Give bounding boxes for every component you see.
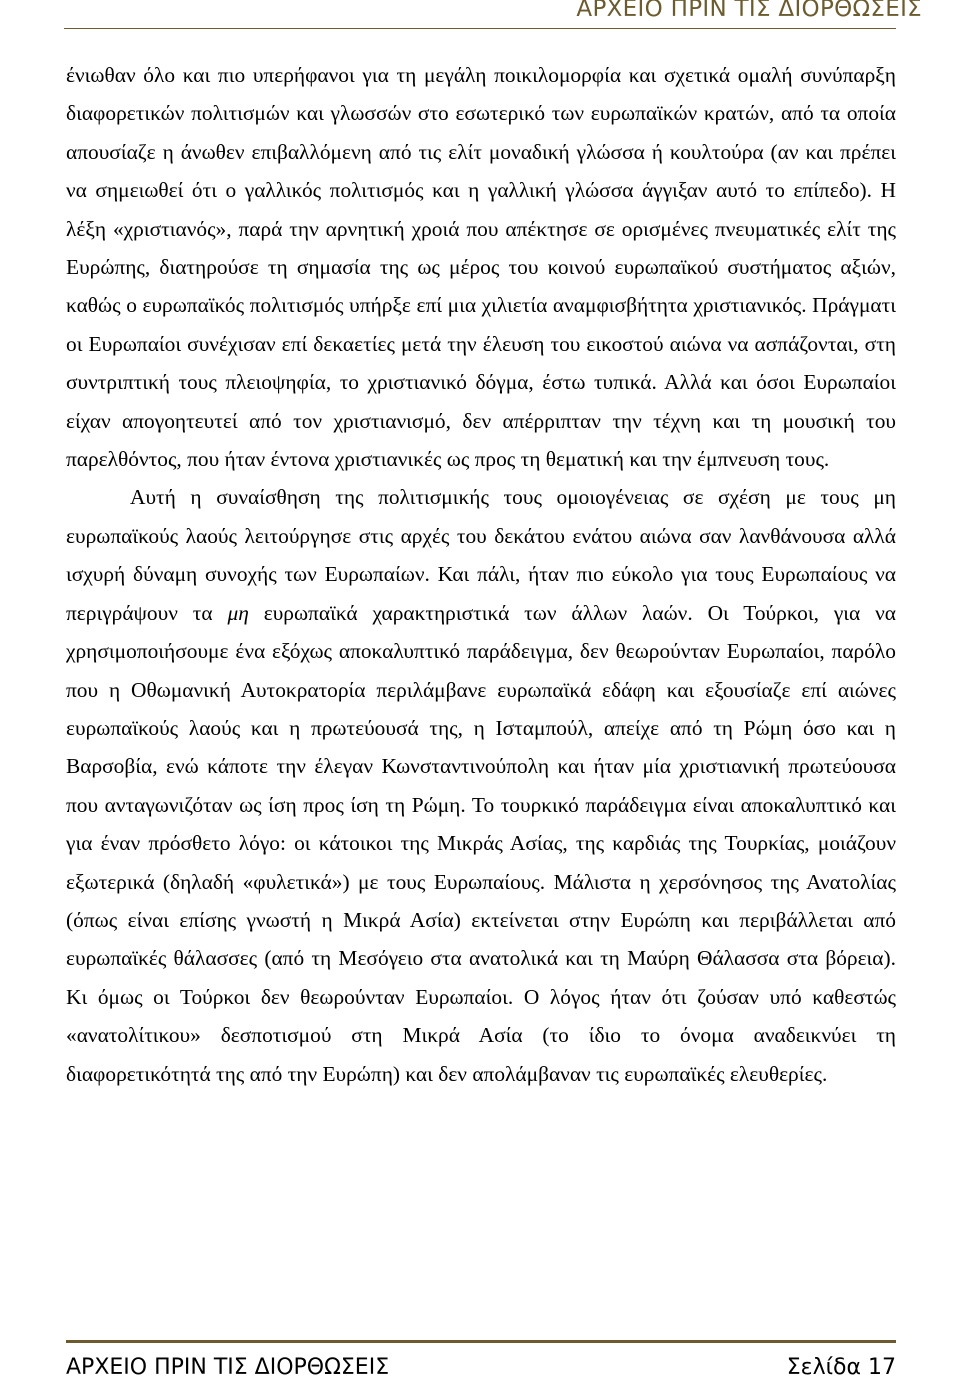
page-footer — [66, 1340, 896, 1379]
paragraph-2 — [66, 478, 896, 1093]
emphasis-text: μη — [227, 600, 249, 625]
footer-title: ΑΡΧΕΙΟ ΠΡΙΝ ΤΙΣ ΔΙΟΡΘΩΣΕΙΣ — [66, 1355, 390, 1380]
paragraph-2-text-after: ευρωπαϊκά χαρακτηριστικά των άλλων λαών. Οι Τούρκοι, για να χρησιμοποιήσουμε ένα εξόχως αποκαλυπτικό παράδειγμα, δεν θεωρούνταν Ευρωπαίοι, παρόλο που η Οθωμανική Αυτοκρατορία περιλάμβανε ευρωπαϊκά εδάφη και εξουσίαζε επί αιώνες ευρωπαϊκούς λαούς και η πρωτεύουσά της, η Ισταμπούλ, απείχε από τη Ρώμη όσο και η Βαρσοβία, ενώ κάποτε την έλεγαν Κωνσταντινούπολη και ήταν μία χριστιανική πρωτεύουσα που ανταγωνιζόταν ως ίση προς ίση τη Ρώμη. Το τουρκικό παράδειγμα είναι αποκαλυπτικό και για έναν πρόσθετο λόγο: οι κάτοικοι της Μικράς Ασίας, της καρδιάς της Τουρκίας, μοιάζουν εξωτερικά (δηλαδή «φυλετικά») με τους Ευρωπαίους. Μάλιστα η χερσόνησος της Ανατολίας (όπως είναι επίσης γνωστή η Μικρά Ασία) εκτείνεται στην Ευρώπη και περιβάλλεται από ευρωπαϊκές θάλασσες (από τη Μεσόγειο στα ανατολικά και τη Μαύρη Θάλασσα στα βόρεια). Κι όμως οι Τούρκοι δεν θεωρούνταν Ευρωπαίοι. Ο λόγος ήταν ότι ζούσαν υπό καθεστώς «ανατολίτικου» δεσποτισμού στη Μικρά Ασία (το ίδιο το όνομα αναδεικνύει τη διαφορετικότητά της από την Ευρώπη) και δεν απολάμβαναν τις ευρωπαϊκές ελευθερίες. — [66, 600, 896, 1086]
header-title: ΑΡΧΕΙΟ ΠΡΙΝ ΤΙΣ ΔΙΟΡΘΩΣΕΙΣ — [576, 0, 922, 22]
paragraph-1: ένιωθαν όλο και πιο υπερήφανοι για τη μεγάλη ποικιλομορφία και σχετικά ομαλή συνύπαρξη διαφορετικών πολιτισμών και γλωσσών στο εσωτερικό των ευρωπαϊκών κρατών, από τα οποία απουσίαζε η άνωθεν επιβαλλόμενη από τις ελίτ μοναδική γλώσσα ή κουλτούρα (αν και πρέπει να σημειωθεί ότι ο γαλλικός πολιτισμός και η γαλλική γλώσσα άγγιξαν αυτό το επίπεδο). Η λέξη «χριστιανός», παρά την αρνητική χροιά που απέκτησε σε ορισμένες πνευματικές ελίτ της Ευρώπης, διατηρούσε τη σημασία της ως μέρος του κοινού ευρωπαϊκού συστήματος αξιών, καθώς ο ευρωπαϊκός πολιτισμός υπήρξε επί μια χιλιετία αναμφισβήτητα χριστιανικός. Πράγματι οι Ευρωπαίοι συνέχισαν επί δεκαετίες μετά την έλευση του εικοστού αιώνα να ασπάζονται, στη συντριπτική τους πλειοψηφία, το χριστιανικό δόγμα, έστω τυπικά. Αλλά και όσοι Ευρωπαίοι είχαν απογοητευτεί από τον χριστιανισμό, δεν απέρριπταν την τέχνη και τη μουσική του παρελθόντος, που ήταν έντονα χριστιανικές ως προς τη θεματική και την έμπνευση τους. — [66, 63, 896, 472]
paragraph-2-text-before: Αυτή η συναίσθηση της πολιτισμικής τους ομοιογένειας σε σχέση με τους μη ευρωπαϊκούς λαούς λειτούργησε στις αρχές του δεκάτου ενάτου αιώνα σαν λανθάνουσα αλλά ισχυρή δύναμη συνοχής των Ευρωπαίων. Και πάλι, ήταν πιο εύκολο για τους Ευρωπαίους να περιγράψουν τα — [66, 485, 896, 625]
page-number: Σελίδα 17 — [786, 1355, 896, 1380]
header-divider — [64, 28, 896, 29]
document-body — [66, 56, 896, 1093]
